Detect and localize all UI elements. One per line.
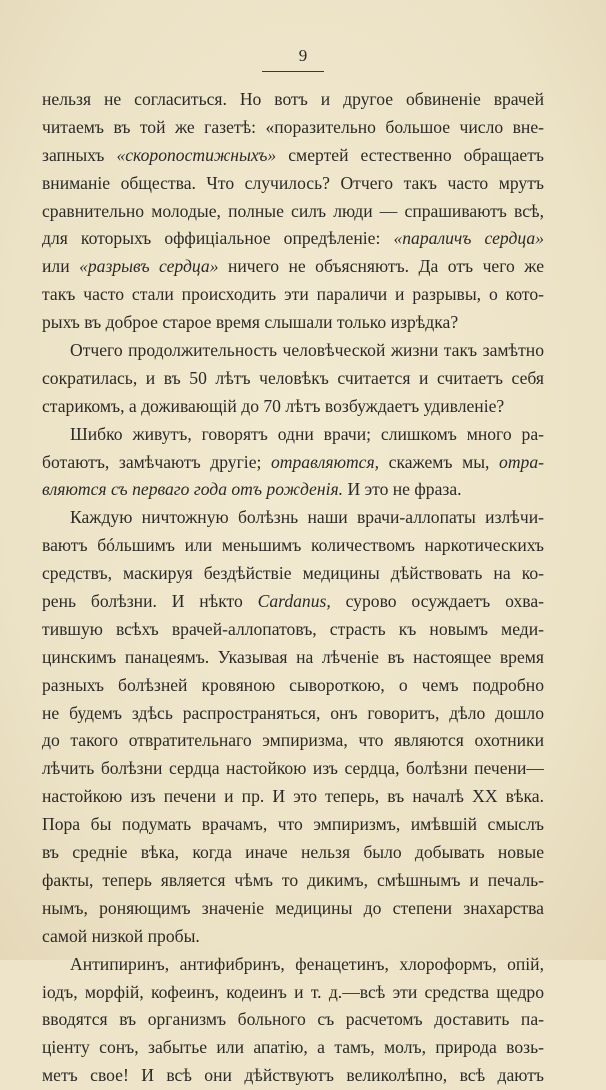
text-run: смертей естественно обращаетъ <box>276 144 544 165</box>
text-line: старикомъ, а доживающій до 70 лѣтъ возбуждаетъ удивленіе? <box>42 395 505 416</box>
text-line: такъ часто стали происходить эти параличи и разрывы, о кото- <box>42 284 544 305</box>
italic-phrase: отравляются, <box>270 451 380 472</box>
text-line: не будемъ здѣсь распространяться, онъ говоритъ, дѣло дошло <box>42 702 544 723</box>
italic-phrase: вляются съ перваго года отъ рожденія. <box>42 479 344 500</box>
italic-phrase: «разрывъ сердца» <box>79 256 219 277</box>
text-run: И это не фраза. <box>343 479 462 500</box>
text-run: или <box>42 256 80 277</box>
text-line: въ средніе вѣка, когда иначе нельзя было добывать новые <box>42 842 544 863</box>
italic-phrase: отра- <box>499 451 544 472</box>
text-line: Шибко живутъ, говорятъ одни врачи; слишкомъ много ра- <box>70 423 544 444</box>
text-line <box>42 476 544 504</box>
text-line: сократилась, и въ 50 лѣтъ человѣкъ считается и считаетъ себя <box>42 367 544 388</box>
text-line: рыхъ въ доброе старое время слышали только изрѣдка? <box>42 312 459 333</box>
text-line: нельзя не согласиться. Но вотъ и другое обвиненіе врачей <box>42 89 544 109</box>
text-line: ціенту сонъ, забытье или апатію, а тамъ, молъ, природа возь- <box>42 1037 544 1058</box>
text-run: рень болѣзни. И нѣкто <box>42 591 258 612</box>
italic-phrase: «скоропостижныхъ» <box>116 144 277 165</box>
text-run: запныхъ <box>42 144 117 165</box>
text-line: цинскимъ панацеямъ. Указывая на лѣченіе въ настоящее время <box>42 646 544 667</box>
text-line: вниманіе общества. Что случилось? Отчего такъ часто мрутъ <box>42 172 544 193</box>
text-line: разныхъ болѣзней кровяною сывороткою, о чемъ подробно <box>42 674 544 695</box>
header-rule <box>262 71 324 72</box>
text-line: сравнительно молодые, полные силъ люди — спрашиваютъ всѣ, <box>42 200 544 221</box>
text-line: Каждую ничтожную болѣзнь наши врачи-аллопаты излѣчи- <box>70 507 544 528</box>
text-line: средствъ, маскируя бездѣйствіе медицины дѣйствовать на ко- <box>42 563 544 584</box>
text-line <box>42 253 544 281</box>
text-line: метъ свое! И всѣ они дѣйствуютъ великолѣпно, всѣ даютъ <box>42 1065 544 1086</box>
text-line <box>42 225 544 253</box>
text-line: вводятся въ организмъ больного съ расчетомъ доставить па- <box>42 1009 544 1030</box>
text-line <box>42 142 544 170</box>
text-line: ваютъ бóльшимъ или меньшимъ количествомъ наркотическихъ <box>42 535 544 556</box>
text-line: Отчего продолжительность человѣческой жизни такъ замѣтно <box>70 340 544 361</box>
text-line: тившую всѣхъ врачей-аллопатовъ, страсть къ новымъ меди- <box>42 618 544 639</box>
text-line <box>42 449 544 477</box>
text-line: настойкою изъ печени и пр. И это теперь, въ началѣ XX вѣка. <box>42 786 544 807</box>
text-line: нымъ, роняющимъ значеніе медицины до степени знахарства <box>42 897 544 918</box>
text-run: сурово осуждаетъ охва- <box>330 591 544 612</box>
text-run: скажемъ мы, <box>379 451 500 472</box>
italic-phrase: Cardanus, <box>257 591 331 612</box>
text-run: ничего не объясняютъ. Да отъ чего же <box>218 256 544 277</box>
text-line: іодъ, морфій, кофеинъ, кодеинъ и т. д.—всѣ эти средства щедро <box>42 981 544 1002</box>
text-line: лѣчить болѣзни сердца настойкою изъ сердца, болѣзни печени— <box>42 758 544 779</box>
page-number: 9 <box>298 46 308 65</box>
text-run: для которыхъ оффиціальное опредѣленіе: <box>42 228 394 249</box>
text-line: Пора бы подумать врачамъ, что эмпиризмъ, имѣвшій смыслъ <box>42 814 544 835</box>
text-line: Антипиринъ, антифибринъ, фенацетинъ, хлороформъ, опій, <box>70 953 544 974</box>
text-line: самой низкой пробы. <box>42 925 200 946</box>
text-line: факты, теперь является чѣмъ то дикимъ, смѣшнымъ и печаль- <box>42 869 544 890</box>
italic-phrase: «параличъ сердца» <box>393 228 544 249</box>
text-line <box>42 588 544 616</box>
page-text <box>42 86 544 1090</box>
text-line: до такого отвратительнаго эмпиризма, что являются охотники <box>42 730 544 751</box>
text-line: читаемъ въ той же газетѣ: «поразительно большое число вне- <box>42 116 544 137</box>
text-run: ботаютъ, замѣчаютъ другіе; <box>42 451 271 472</box>
